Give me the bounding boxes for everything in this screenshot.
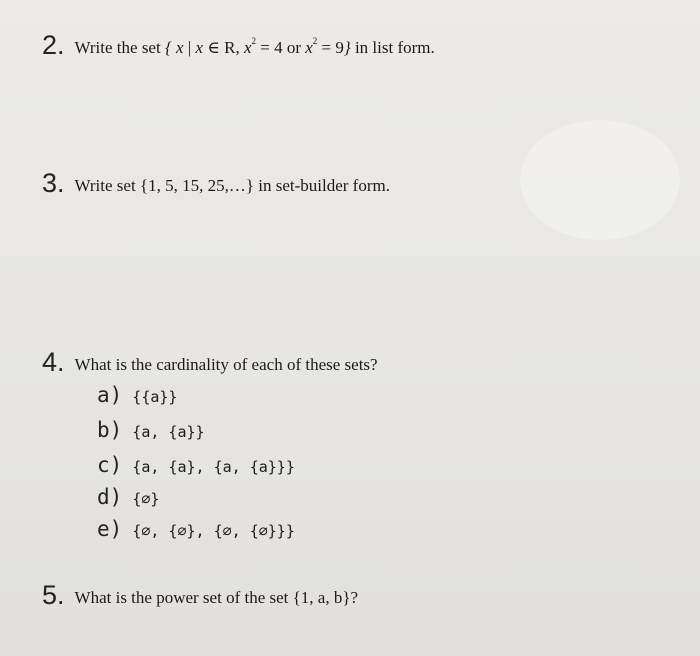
set-open-brace: { xyxy=(164,38,172,57)
set-variable: x xyxy=(176,38,184,57)
question-2-prefix: Write the set xyxy=(74,38,161,57)
option-a xyxy=(97,383,177,407)
question-4-number: 4. xyxy=(42,347,65,377)
photo-glare xyxy=(520,120,680,240)
option-e xyxy=(97,517,295,541)
equation-2-variable: x xyxy=(305,38,313,57)
option-c-label: c) xyxy=(97,453,123,477)
option-e-label: e) xyxy=(97,517,123,541)
equation-2-rhs: = 9 xyxy=(321,38,344,57)
domain-symbol: R, xyxy=(224,38,240,57)
question-4-text: What is the cardinality of each of these sets? xyxy=(74,355,378,374)
option-b-label: b) xyxy=(97,418,123,442)
condition-variable: x xyxy=(195,38,204,57)
option-b-value: {a, {a}} xyxy=(132,423,205,441)
option-b xyxy=(97,418,205,442)
question-5-number: 5. xyxy=(42,580,65,610)
option-c-value: {a, {a}, {a, {a}}} xyxy=(132,458,295,476)
such-that-bar: | xyxy=(187,38,192,57)
question-2-suffix: in list form. xyxy=(354,38,435,57)
option-e-value: {∅, {∅}, {∅, {∅}}} xyxy=(132,522,295,540)
option-d-value: {∅} xyxy=(132,490,160,508)
question-3-text: Write set {1, 5, 15, 25,…} in set-builder form. xyxy=(74,176,390,195)
option-a-label: a) xyxy=(97,383,123,407)
equation-1-variable: x xyxy=(243,38,252,57)
option-d xyxy=(97,485,159,509)
question-3-number: 3. xyxy=(42,168,65,198)
equation-2-exponent: 2 xyxy=(312,36,318,46)
element-of-symbol: ∈ xyxy=(207,38,220,57)
question-3 xyxy=(42,168,390,199)
set-close-brace: } xyxy=(343,38,351,57)
question-2-number: 2. xyxy=(42,30,65,60)
option-a-value: {{a}} xyxy=(132,388,178,406)
option-d-label: d) xyxy=(97,485,123,509)
equation-1-exponent: 2 xyxy=(251,36,256,46)
equation-1-rhs: = 4 or xyxy=(260,38,301,57)
option-c xyxy=(97,453,295,477)
question-2 xyxy=(42,30,435,61)
question-5 xyxy=(42,580,358,611)
question-2-text xyxy=(75,38,435,57)
question-4 xyxy=(42,347,378,378)
question-5-text: What is the power set of the set {1, a, b}? xyxy=(74,588,359,607)
